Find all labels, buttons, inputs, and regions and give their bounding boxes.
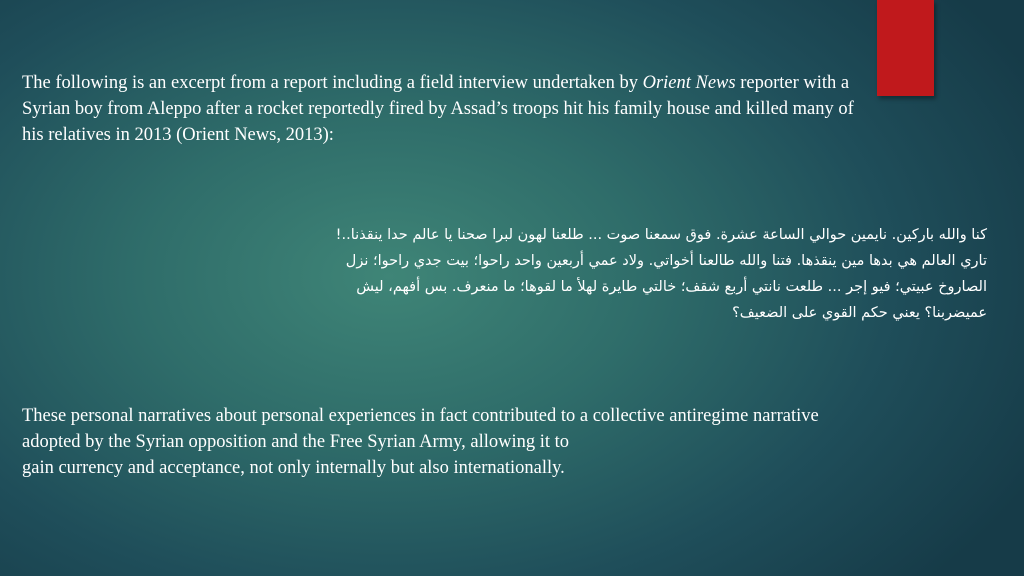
- intro-text-end: reporter with a Syrian boy from Aleppo after a rocket reportedly fired by Assad’s troops hit his family house and killed many of his relatives in 2013 (Orient News, 2013):: [22, 73, 854, 145]
- arabic-quote-line: عميضربنا؟ يعني حكم القوي على الضعيف؟: [732, 305, 987, 321]
- closing-line: adopted by the Syrian opposition and the Free Syrian Army, allowing it to: [22, 432, 570, 452]
- arabic-quote-line: تاري العالم هي بدها مين ينقذها. فتنا والله طالعنا أخواتي. ولاد عمي أربعين واحد راحوا؛ بيت جدي راحوا؛ نزل: [345, 253, 987, 269]
- arabic-quote-line: كنا والله باركين. نايمين حوالي الساعة عشرة. فوق سمعنا صوت ... طلعنا لهون لبرا صحنا يا عالم حدا ينقذنا..!: [335, 227, 987, 243]
- closing-paragraph: [22, 403, 982, 481]
- arabic-quote-block: [235, 222, 987, 326]
- red-accent-bar: [877, 0, 934, 96]
- closing-line: These personal narratives about personal experiences in fact contributed to a collective antiregime narrative: [22, 406, 819, 426]
- arabic-quote-line: الصاروخ عبيتي؛ فيو إجر ... طلعت نانتي أربع شقف؛ خالتي طايرة لهلأ ما لقوها؛ ما منعرف. بس أفهم، ليش: [356, 279, 987, 295]
- orient-news-source: Orient News: [642, 73, 736, 93]
- intro-text-start: The following is an excerpt from a report including a field interview undertaken by: [22, 73, 643, 93]
- closing-line: gain currency and acceptance, not only internally but also internationally.: [22, 458, 565, 478]
- intro-paragraph: [22, 70, 862, 148]
